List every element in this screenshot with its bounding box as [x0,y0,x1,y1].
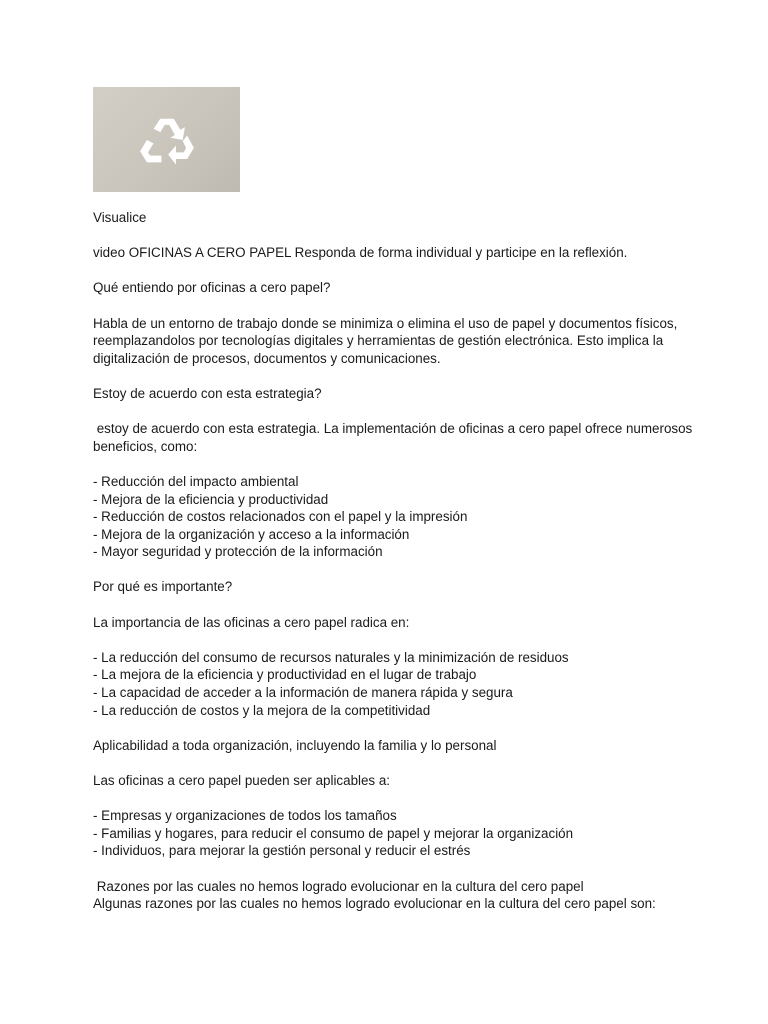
answer-3: La importancia de las oficinas a cero papel radica en: [93,614,410,630]
question-4: Aplicabilidad a toda organización, incluyendo la familia y lo personal [93,737,497,753]
recycle-image [93,87,240,192]
question-3: Por qué es importante? [93,579,233,595]
heading-visualice: Visualice [93,210,147,225]
recycle-icon [139,114,195,166]
question-5: Razones por las cuales no hemos logrado evolucionar en la cultura del cero papel [93,878,584,894]
answer-2: estoy de acuerdo con esta estrategia. La implementación de oficinas a cero papel ofrece numerosos beneficios, como: [93,421,696,454]
document-body [93,209,696,930]
importance-list: - La reducción del consumo de recursos naturales y la minimización de residuos - La mejora de la eficiencia y productividad en el lugar de trabajo - La capacidad de acceder a la información de manera rápida y segura - La reducción de costos y la mejora de la competitividad [93,649,569,718]
instruction-text: video OFICINAS A CERO PAPEL Responda de forma individual y participe en la reflexión. [93,245,628,261]
question-1: Qué entiendo por oficinas a cero papel? [93,280,331,296]
answer-5: Algunas razones por las cuales no hemos logrado evolucionar en la cultura del cero papel son: [93,896,656,912]
applicability-list: - Empresas y organizaciones de todos los tamaños - Familias y hogares, para reducir el consumo de papel y mejorar la organización - Individuos, para mejorar la gestión personal y reducir el estrés [93,808,574,859]
benefits-list: - Reducción del impacto ambiental - Mejora de la eficiencia y productividad - Reducción de costos relacionados con el papel y la impresión - Mejora de la organización y acceso a la información - Mayor seguridad y protección de la información [93,473,468,560]
answer-4: Las oficinas a cero papel pueden ser aplicables a: [93,773,391,788]
answer-1: Habla de un entorno de trabajo donde se minimiza o elimina el uso de papel y documentos físicos, reemplazandolos por tecnologías digitales y herramientas de gestión electrónica. Esto implica la digitalización de procesos, documentos y comunicaciones. [93,315,682,366]
question-2: Estoy de acuerdo con esta estrategia? [93,385,322,401]
